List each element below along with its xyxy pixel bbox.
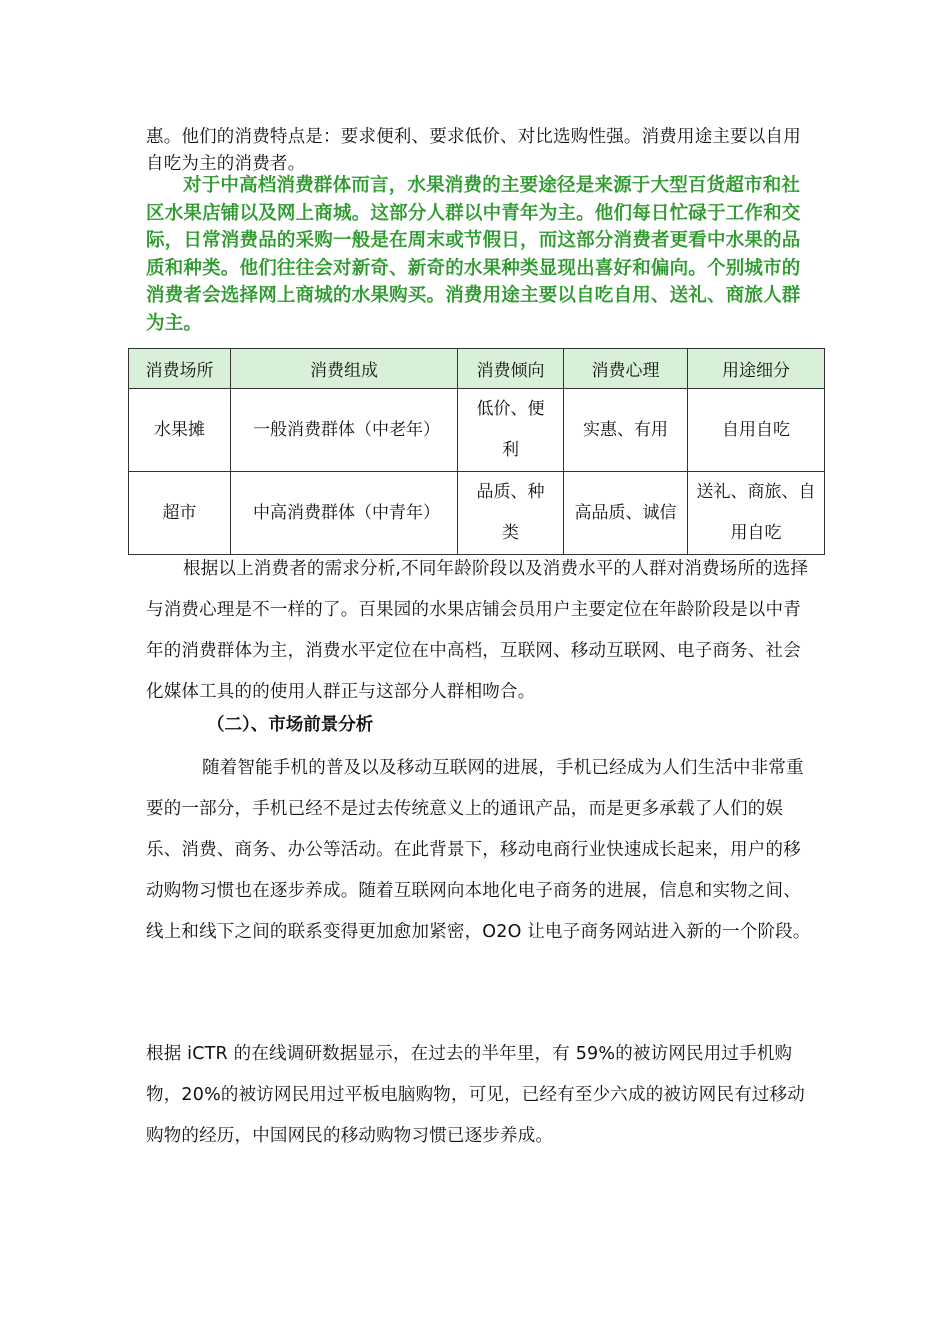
- consumer-table: [128, 348, 825, 555]
- column-header: 消费心理: [564, 349, 688, 389]
- paragraph-market-outlook: 随着智能手机的普及以及移动互联网的进展，手机已经成为人们生活中非常重要的一部分，手机已经不是过去传统意义上的通讯产品，而是更多承载了人们的娱乐、消费、商务、办公等活动。在此背景下，移动电商行业快速成长起来，用户的移动购物习惯也在逐步养成。随着互联网向本地化电子商务的进展，信息和实物之间、线上和线下之间的联系变得更加愈加紧密，O2O 让电子商务网站进入新的一个阶段。: [146, 758, 811, 942]
- paragraph-consumer-traits: 惠。他们的消费特点是：要求便利、要求低价、对比选购性强。消费用途主要以自用自吃为主的消费者。: [146, 127, 801, 174]
- table-cell: 品质、种类: [458, 472, 564, 555]
- table-cell: 自用自吃: [688, 389, 825, 472]
- table-cell: 高品质、诚信: [564, 472, 688, 555]
- table-row: [129, 472, 825, 555]
- table-cell: 实惠、有用: [564, 389, 688, 472]
- paragraph-mid-high-consumers: 对于中高档消费群体而言，水果消费的主要途径是来源于大型百货超市和社区水果店铺以及网上商城。这部分人群以中青年为主。他们每日忙碌于工作和交际，日常消费品的采购一般是在周末或节假日，而这部分消费者更看中水果的品质和种类。他们往往会对新奇、新奇的水果种类显现出喜好和偏向。个别城市的消费者会选择网上商城的水果购买。消费用途主要以自吃自用、送礼、商旅人群为主。: [146, 175, 801, 334]
- table-header-row: [129, 349, 825, 389]
- column-header: 消费组成: [231, 349, 458, 389]
- table-cell: 送礼、商旅、自用自吃: [688, 472, 825, 555]
- column-header: 消费场所: [129, 349, 231, 389]
- table-row: [129, 389, 825, 472]
- table-cell: 水果摊: [129, 389, 231, 472]
- paragraph-survey-data: 根据 iCTR 的在线调研数据显示，在过去的半年里，有 59%的被访网民用过手机购物，20%的被访网民用过平板电脑购物，可见，已经有至少六成的被访网民有过移动购物的经历，中国网民的移动购物习惯已逐步养成。: [146, 1044, 805, 1146]
- column-header: 消费倾向: [458, 349, 564, 389]
- column-header: 用途细分: [688, 349, 825, 389]
- table-cell: 超市: [129, 472, 231, 555]
- table-cell: 中高消费群体（中青年）: [231, 472, 458, 555]
- paragraph-analysis-summary: 根据以上消费者的需求分析,不同年龄阶段以及消费水平的人群对消费场所的选择与消费心理是不一样的了。百果园的水果店铺会员用户主要定位在年龄阶段是以中青年的消费群体为主，消费水平定位在中高档，互联网、移动互联网、电子商务、社会化媒体工具的的使用人群正与这部分人群相吻合。: [146, 559, 809, 702]
- table-cell: 低价、便利: [458, 389, 564, 472]
- table-cell: 一般消费群体（中老年）: [231, 389, 458, 472]
- section-heading: （二）、市场前景分析: [207, 715, 374, 735]
